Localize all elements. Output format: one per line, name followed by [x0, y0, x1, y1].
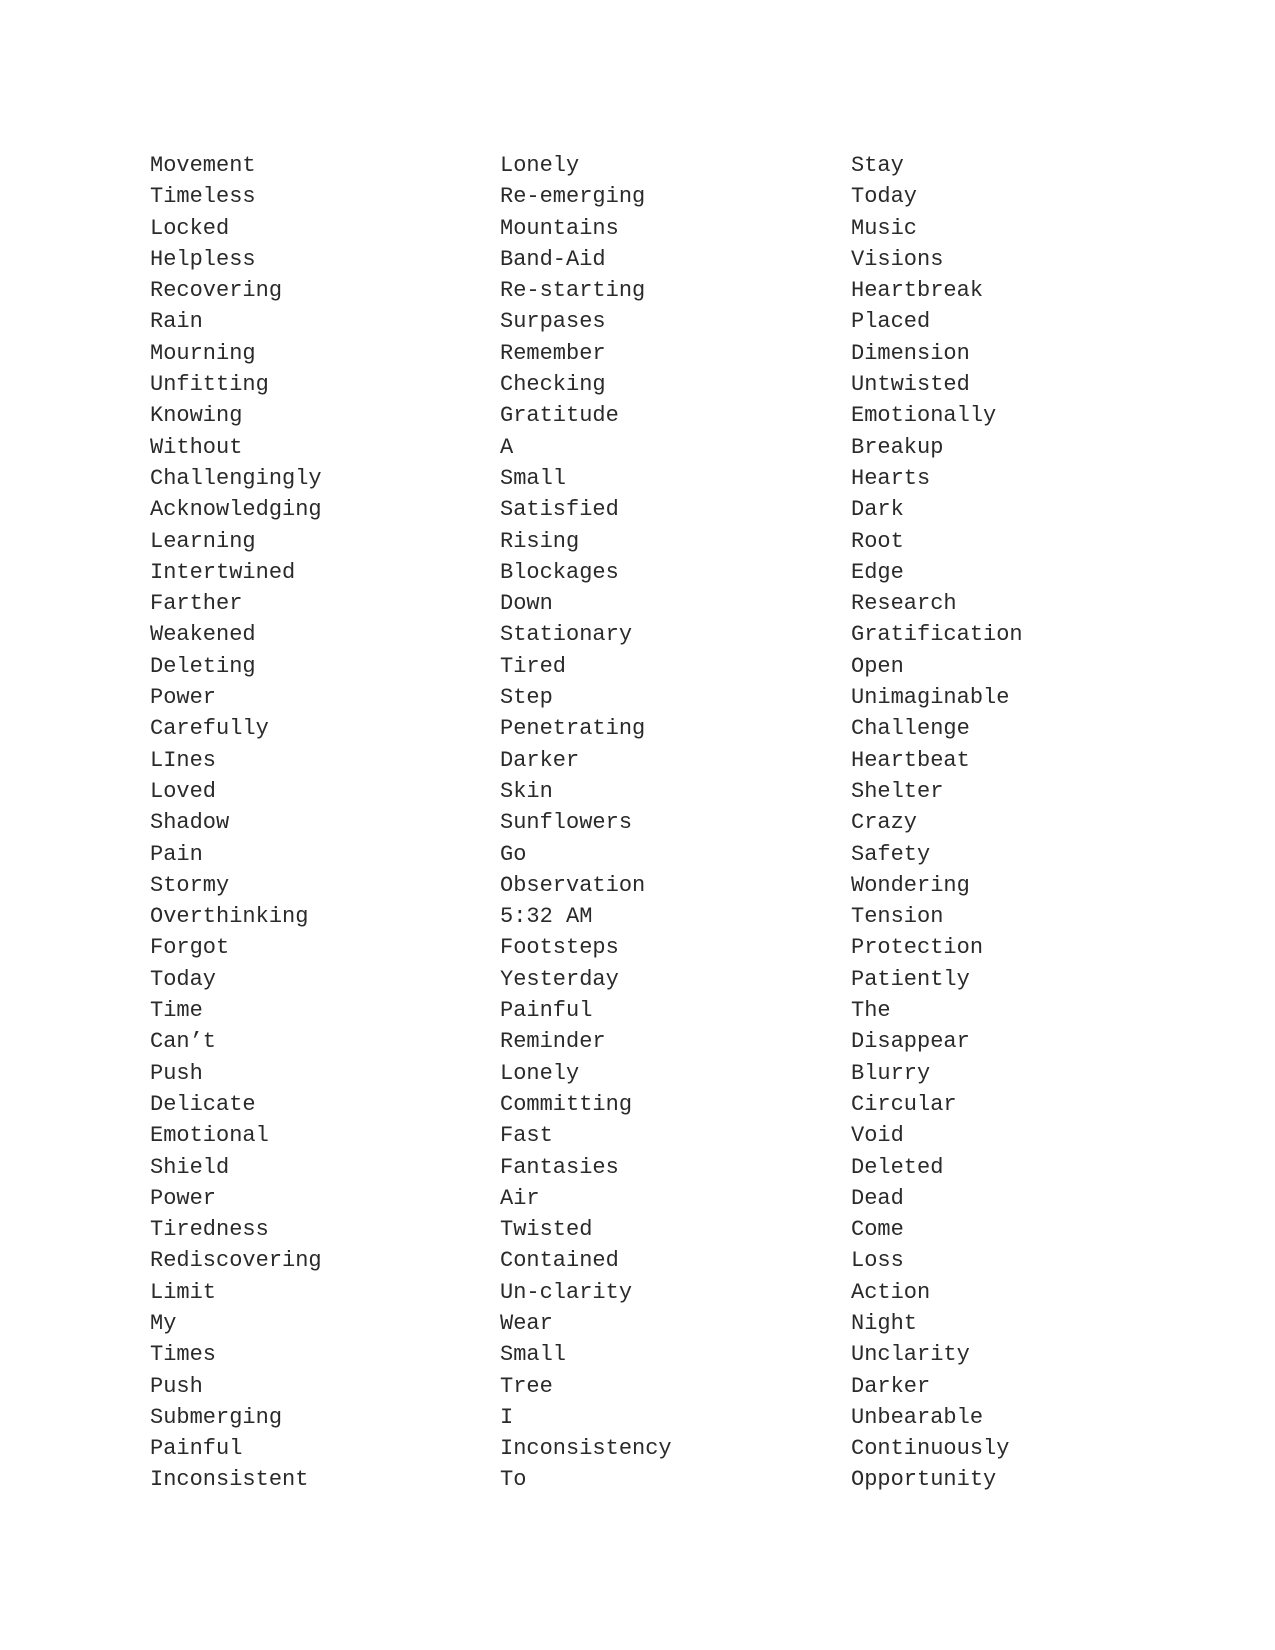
word-item: Open	[851, 653, 904, 679]
word-item: Surpases	[500, 309, 606, 335]
word-item: Emotional	[150, 1123, 269, 1149]
word-item: Opportunity	[851, 1467, 997, 1493]
word-item: Deleting	[150, 653, 256, 679]
word-item: Deleted	[851, 1154, 944, 1180]
word-item: Unfitting	[150, 372, 269, 398]
word-item: Painful	[500, 998, 593, 1024]
word-item: Inconsistency	[500, 1436, 672, 1462]
word-item: Remember	[500, 340, 606, 366]
word-item: Loved	[150, 778, 217, 804]
word-item: Untwisted	[851, 372, 970, 398]
word-item: Placed	[851, 309, 931, 335]
word-item: Dark	[851, 497, 904, 523]
word-item: Mountains	[500, 215, 619, 241]
word-item: Band-Aid	[500, 246, 606, 272]
word-item: Breakup	[851, 434, 944, 460]
word-item: Satisfied	[500, 497, 619, 523]
word-item: 5:32 AM	[500, 904, 593, 930]
word-item: Acknowledging	[150, 497, 322, 523]
word-item: Patiently	[851, 966, 970, 992]
word-item: Learning	[150, 528, 256, 554]
word-item: Wondering	[851, 872, 970, 898]
word-item: Today	[851, 184, 918, 210]
word-item: Can’t	[150, 1029, 217, 1055]
word-item: Observation	[500, 872, 646, 898]
word-item: Stationary	[500, 622, 633, 648]
word-item: Push	[150, 1060, 203, 1086]
word-item: Sunflowers	[500, 810, 633, 836]
word-item: Time	[150, 998, 203, 1024]
word-item: Times	[150, 1342, 217, 1368]
word-item: Unclarity	[851, 1342, 970, 1368]
word-item: Shelter	[851, 778, 944, 804]
word-item: I	[500, 1404, 514, 1430]
word-item: Penetrating	[500, 716, 646, 742]
word-item: Blurry	[851, 1060, 931, 1086]
word-item: Go	[500, 841, 527, 867]
word-item: Footsteps	[500, 935, 619, 961]
word-item: Gratification	[851, 622, 1023, 648]
word-item: Lonely	[500, 153, 580, 178]
word-item: Action	[851, 1279, 931, 1305]
word-item: Submerging	[150, 1404, 283, 1430]
word-item: To	[500, 1467, 527, 1493]
word-item: Skin	[500, 778, 553, 804]
word-item: Music	[851, 215, 918, 241]
word-item: Yesterday	[500, 966, 619, 992]
word-item: The	[851, 998, 891, 1024]
word-item: Fast	[500, 1123, 553, 1149]
word-item: Night	[851, 1310, 918, 1336]
word-item: Contained	[500, 1248, 619, 1274]
word-column-1	[150, 150, 322, 1496]
word-item: Shadow	[150, 810, 230, 836]
word-item: Challengingly	[150, 465, 322, 491]
word-item: Rediscovering	[150, 1248, 322, 1274]
word-item: Gratitude	[500, 403, 619, 429]
word-item: My	[150, 1310, 177, 1336]
word-item: Unbearable	[851, 1404, 984, 1430]
word-item: Continuously	[851, 1436, 1010, 1462]
word-item: Blockages	[500, 559, 619, 585]
word-item: Mourning	[150, 340, 256, 366]
word-item: Knowing	[150, 403, 243, 429]
word-item: Heartbreak	[851, 278, 984, 304]
word-item: Hearts	[851, 465, 931, 491]
word-item: Stormy	[150, 872, 230, 898]
word-item: Rain	[150, 309, 203, 335]
word-item: Loss	[851, 1248, 904, 1274]
word-item: Committing	[500, 1091, 633, 1117]
word-item: Re-emerging	[500, 184, 646, 210]
word-item: Carefully	[150, 716, 269, 742]
word-item: Circular	[851, 1091, 957, 1117]
word-item: Tension	[851, 904, 944, 930]
word-item: Darker	[851, 1373, 931, 1399]
word-item: Forgot	[150, 935, 230, 961]
word-item: Disappear	[851, 1029, 970, 1055]
word-item: Lonely	[500, 1060, 580, 1086]
word-item: Helpless	[150, 246, 256, 272]
word-item: Movement	[150, 153, 256, 178]
word-item: Root	[851, 528, 904, 554]
word-item: Down	[500, 591, 553, 617]
word-item: Fantasies	[500, 1154, 619, 1180]
word-item: Edge	[851, 559, 904, 585]
word-item: Heartbeat	[851, 747, 970, 773]
word-item: Tired	[500, 653, 567, 679]
word-item: Small	[500, 1342, 567, 1368]
word-item: Safety	[851, 841, 931, 867]
word-item: Locked	[150, 215, 230, 241]
word-item: Weakened	[150, 622, 256, 648]
word-column-3	[851, 150, 1023, 1496]
word-item: Limit	[150, 1279, 217, 1305]
word-item: Shield	[150, 1154, 230, 1180]
word-item: Challenge	[851, 716, 970, 742]
word-item: Step	[500, 685, 553, 711]
word-item: Darker	[500, 747, 580, 773]
word-item: Push	[150, 1373, 203, 1399]
word-item: Today	[150, 966, 217, 992]
word-item: Protection	[851, 935, 984, 961]
word-item: Power	[150, 1185, 217, 1211]
word-item: Research	[851, 591, 957, 617]
word-item: Tiredness	[150, 1217, 269, 1243]
word-item: Overthinking	[150, 904, 309, 930]
word-item: Timeless	[150, 184, 256, 210]
word-item: Air	[500, 1185, 540, 1211]
word-item: Delicate	[150, 1091, 256, 1117]
word-item: Emotionally	[851, 403, 997, 429]
word-item: LInes	[150, 747, 217, 773]
word-item: Checking	[500, 372, 606, 398]
word-item: Crazy	[851, 810, 918, 836]
word-item: Stay	[851, 153, 904, 178]
word-item: Rising	[500, 528, 580, 554]
word-item: Dimension	[851, 340, 970, 366]
word-item: Twisted	[500, 1217, 593, 1243]
word-item: Inconsistent	[150, 1467, 309, 1493]
word-item: Unimaginable	[851, 685, 1010, 711]
word-item: Recovering	[150, 278, 283, 304]
word-item: Void	[851, 1123, 904, 1149]
word-item: Farther	[150, 591, 243, 617]
word-item: Come	[851, 1217, 904, 1243]
word-column-2	[500, 150, 672, 1496]
word-item: Visions	[851, 246, 944, 272]
word-item: Dead	[851, 1185, 904, 1211]
word-item: Re-starting	[500, 278, 646, 304]
word-item: Tree	[500, 1373, 553, 1399]
word-item: Reminder	[500, 1029, 606, 1055]
word-item: Un-clarity	[500, 1279, 633, 1305]
word-item: Without	[150, 434, 243, 460]
word-item: Pain	[150, 841, 203, 867]
word-item: Wear	[500, 1310, 553, 1336]
word-item: Power	[150, 685, 217, 711]
word-item: Painful	[150, 1436, 243, 1462]
word-item: A	[500, 434, 514, 460]
word-item: Intertwined	[150, 559, 296, 585]
word-item: Small	[500, 465, 567, 491]
